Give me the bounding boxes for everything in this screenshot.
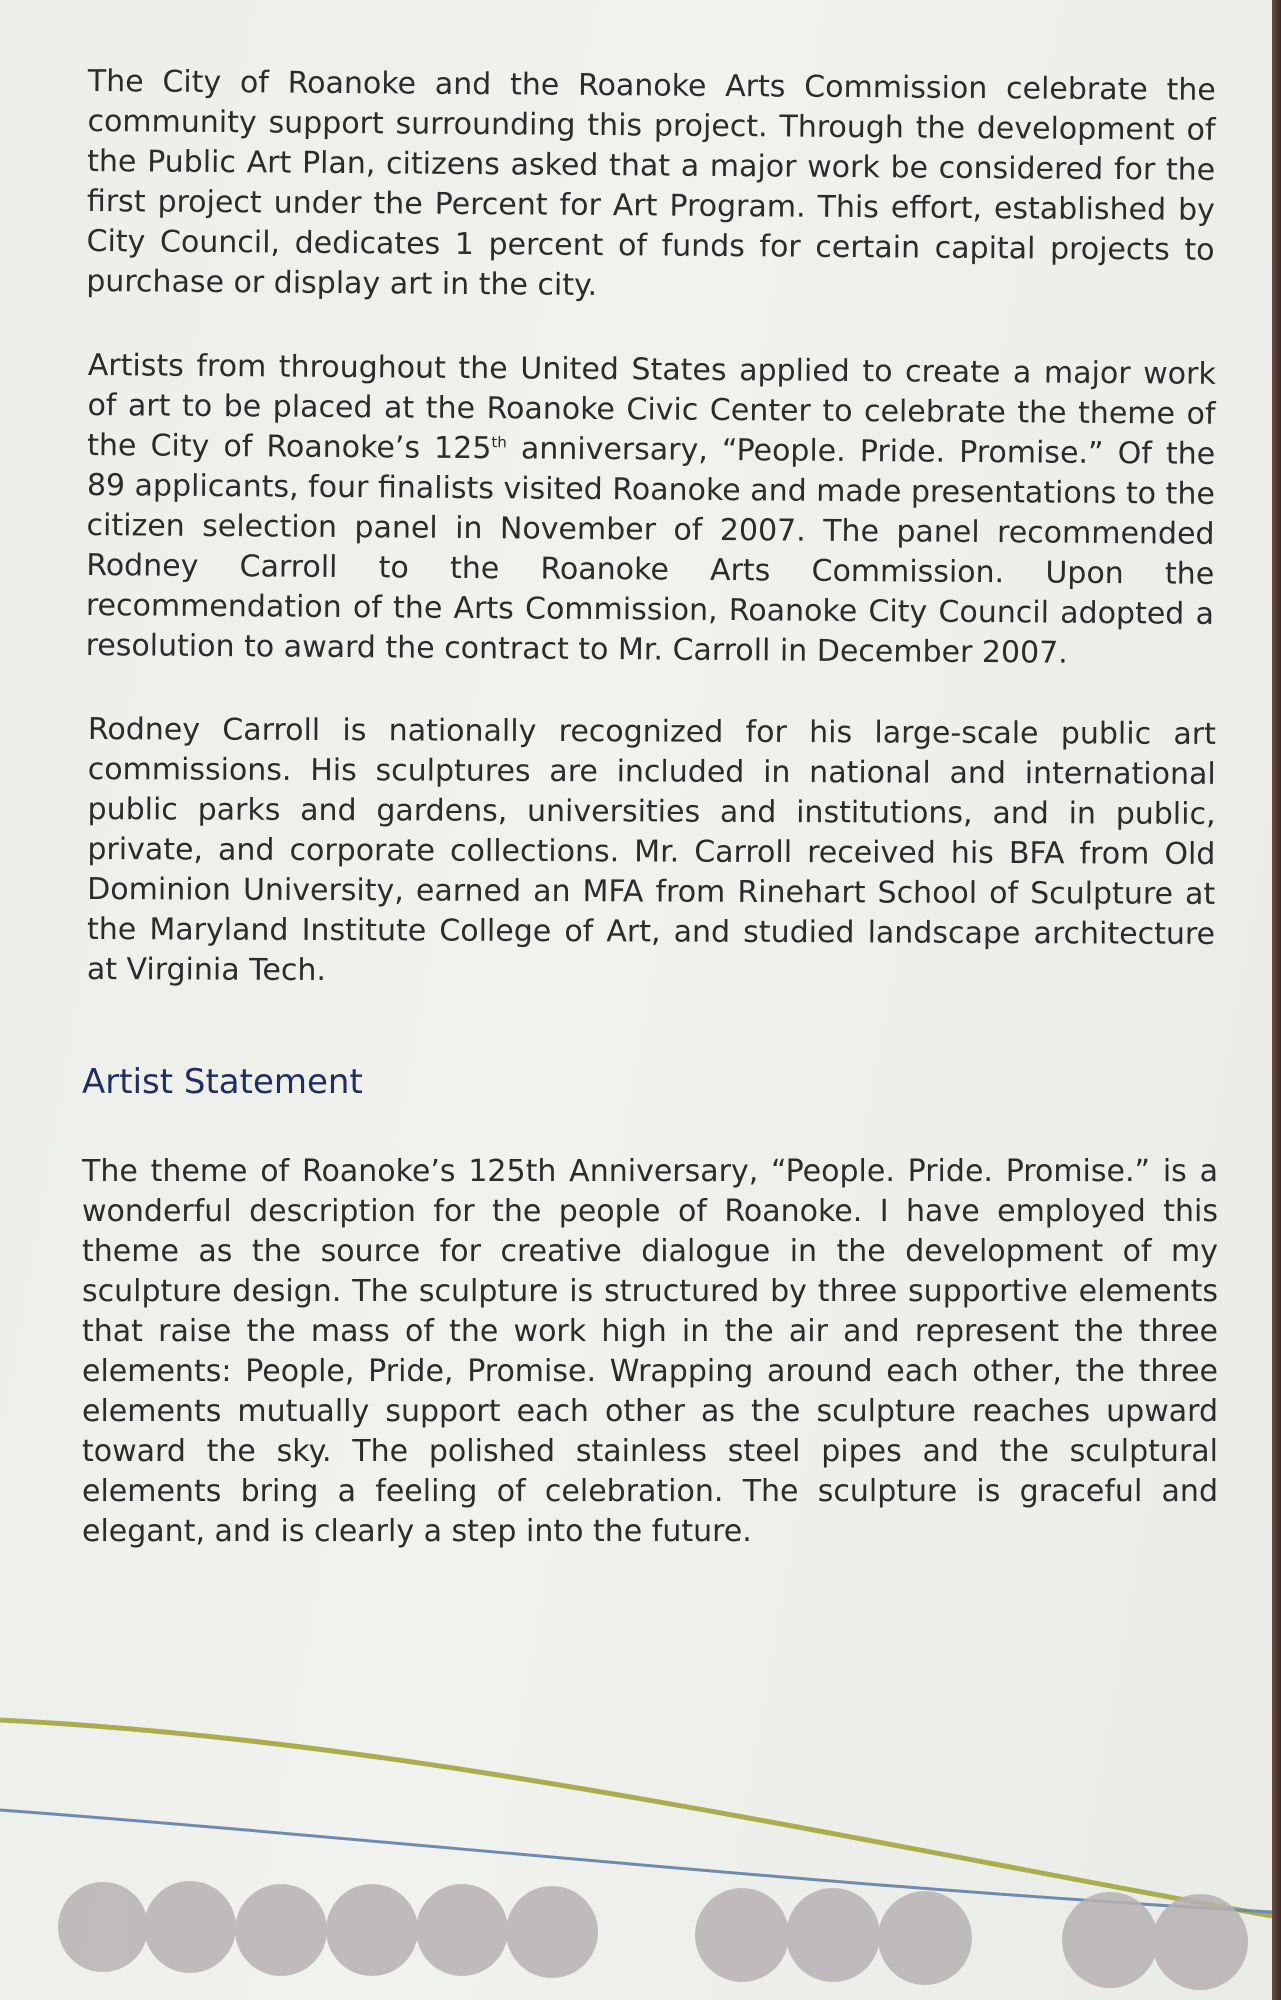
artist-bio-paragraph: Rodney Carroll is nationally recognized for his large-scale public art commissions. His sculptures are included in national and international public parks and gardens, universities and institutions, and in public, private, and corporate collections. Mr. Carroll received his BFA from Old Dominion University, earned an MFA from Rinehart School of Sculpture at the Maryland Institute College of Art, and studied landscape architecture at Virginia Tech. — [86, 712, 1216, 989]
decor-circle — [786, 1888, 880, 1982]
intro-paragraph: The City of Roanoke and the Roanoke Arts Commission celebrate the community support surrounding this project. Through the development of the Public Art Plan, citizens asked that a major work be considered for the first project under the Percent for Art Program. This effort, established by City Council, dedicates 1 percent of funds for certain capital projects to purchase or display art in the city. — [86, 63, 1216, 304]
decor-circle — [506, 1886, 598, 1978]
page-edge — [1272, 0, 1281, 2000]
selection-paragraph — [85, 346, 1215, 675]
text-content — [82, 62, 1218, 1596]
selection-text-b: anniversary, “People. Pride. Promise.” Of the 89 applicants, four finalists visited Roanoke and made presentations to the citizen selection panel in November of 2007. The panel recommended Rodney Carroll to the Roanoke Arts Commission. Upon the recommendation of the Arts Commission, Roanoke City Council adopted a resolution to award the contract to Mr. Carroll in December 2007. — [85, 431, 1216, 671]
decor-circle — [144, 1881, 236, 1973]
decor-circle — [235, 1884, 327, 1976]
ordinal-suffix: th — [491, 433, 507, 452]
section-heading: Artist Statement — [82, 1062, 363, 1102]
decor-circle — [878, 1891, 972, 1985]
decor-circle — [58, 1882, 148, 1972]
circle-row — [58, 1881, 1248, 1990]
decor-circle — [416, 1884, 508, 1976]
decor-circle — [1152, 1894, 1248, 1990]
decor-circle — [1062, 1892, 1158, 1988]
artist-statement-paragraph: The theme of Roanoke’s 125th Anniversary, “People. Pride. Promise.” is a wonderful description for the people of Roanoke. I have employed this theme as the source for creative dialogue in the development of my sculpture design. The sculpture is structured by three supportive elements that raise the mass of the work high in the air and represent the three elements: People, Pride, Promise. Wrapping around each other, the three elements mutually support each other as the sculpture reaches upward toward the sky. The polished stainless steel pipes and the sculptural elements bring a feeling of celebration. The sculpture is graceful and elegant, and is clearly a step into the future. — [82, 1154, 1218, 1549]
decorative-footer — [0, 1680, 1272, 2000]
decor-circle — [695, 1888, 789, 1982]
selection-text-a: Artists from throughout the United States applied to create a major work of art to be placed at the Roanoke Civic Center to celebrate the theme of the City of Roanoke’s 125 — [87, 347, 1216, 467]
decor-circle — [326, 1884, 418, 1976]
